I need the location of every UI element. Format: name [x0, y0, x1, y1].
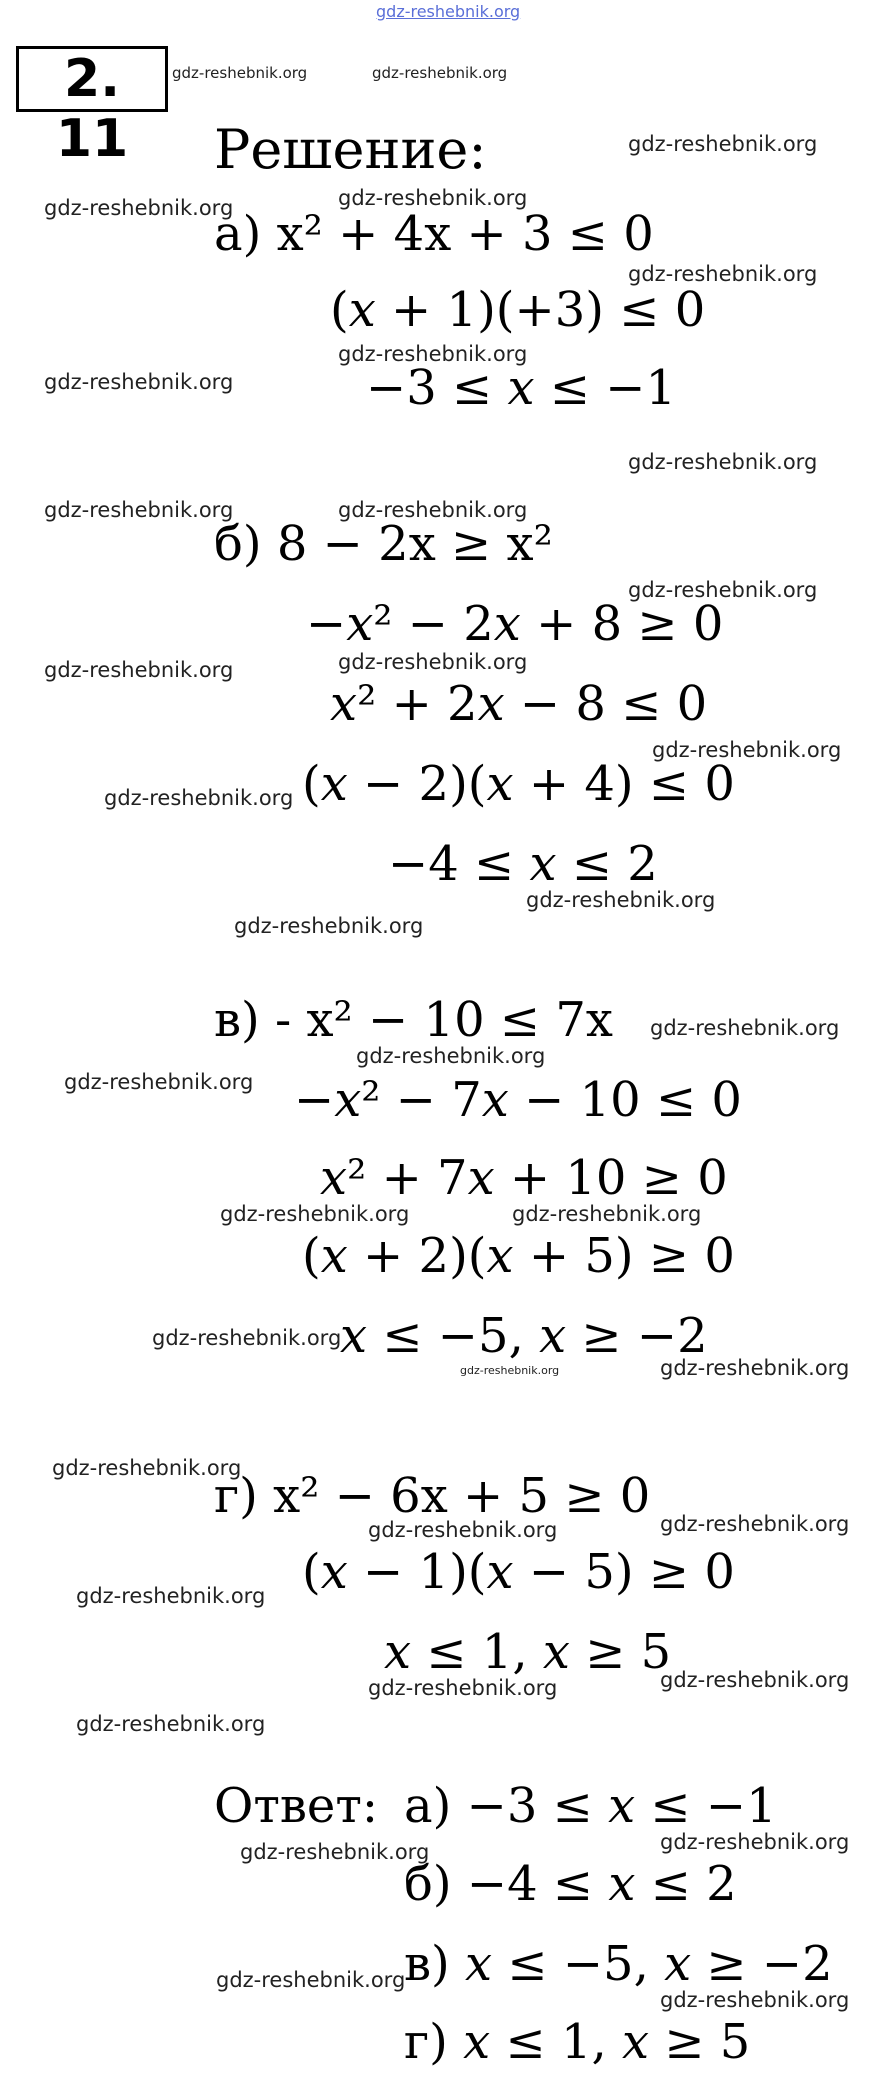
part-b-line-1: б) 8 − 2x ≥ x²: [214, 516, 553, 572]
watermark: gdz-reshebnik.org: [220, 1202, 410, 1226]
watermark: gdz-reshebnik.org: [234, 914, 424, 938]
part-v-line-4: (𝑥 + 2)(𝑥 + 5) ≥ 0: [302, 1228, 735, 1284]
answer-label: Ответ:: [214, 1778, 379, 1834]
watermark-top-link[interactable]: gdz-reshebnik.org: [376, 2, 521, 21]
part-g-line-1: г) x² − 6x + 5 ≥ 0: [214, 1468, 651, 1524]
answer-g: г) 𝑥 ≤ 1, 𝑥 ≥ 5: [404, 2014, 751, 2070]
watermark: gdz-reshebnik.org: [660, 1988, 850, 2012]
watermark: gdz-reshebnik.org: [660, 1830, 850, 1854]
watermark: gdz-reshebnik.org: [660, 1668, 850, 1692]
watermark: gdz-reshebnik.org: [216, 1968, 406, 1992]
watermark: gdz-reshebnik.org: [338, 498, 528, 522]
watermark: gdz-reshebnik.org: [652, 738, 842, 762]
answer-a: а) −3 ≤ 𝑥 ≤ −1: [404, 1778, 777, 1834]
watermark: gdz-reshebnik.org: [526, 888, 716, 912]
watermark: gdz-reshebnik.org: [356, 1044, 546, 1068]
part-b-line-3: 𝑥² + 2𝑥 − 8 ≤ 0: [330, 676, 708, 732]
watermark: gdz-reshebnik.org: [372, 64, 508, 82]
watermark: gdz-reshebnik.org: [44, 498, 234, 522]
watermark: gdz-reshebnik.org: [104, 786, 294, 810]
solution-heading: Решение:: [214, 118, 487, 181]
part-b-line-2: −𝑥² − 2𝑥 + 8 ≥ 0: [306, 596, 724, 652]
watermark: gdz-reshebnik.org: [240, 1840, 430, 1864]
watermark: gdz-reshebnik.org: [660, 1356, 850, 1380]
watermark: gdz-reshebnik.org: [368, 1676, 558, 1700]
part-b-line-5: −4 ≤ 𝑥 ≤ 2: [388, 836, 658, 892]
part-a-line-2: (𝑥 + 1)(+3) ≤ 0: [330, 282, 706, 338]
watermark: gdz-reshebnik.org: [628, 450, 818, 474]
watermark: gdz-reshebnik.org: [152, 1326, 342, 1350]
watermark: gdz-reshebnik.org: [660, 1512, 850, 1536]
part-g-line-2: (𝑥 − 1)(𝑥 − 5) ≥ 0: [302, 1544, 735, 1600]
watermark: gdz-reshebnik.org: [338, 650, 528, 674]
watermark: gdz-reshebnik.org: [76, 1712, 266, 1736]
watermark: gdz-reshebnik.org: [44, 370, 234, 394]
watermark: gdz-reshebnik.org: [338, 342, 528, 366]
watermark: gdz-reshebnik.org: [368, 1518, 558, 1542]
part-a-line-1: а) x² + 4x + 3 ≤ 0: [214, 206, 654, 262]
part-v-line-2: −𝑥² − 7𝑥 − 10 ≤ 0: [294, 1072, 742, 1128]
watermark: gdz-reshebnik.org: [338, 186, 528, 210]
answer-b: б) −4 ≤ 𝑥 ≤ 2: [404, 1856, 737, 1912]
watermark: gdz-reshebnik.org: [76, 1584, 266, 1608]
part-v-line-5: 𝑥 ≤ −5, 𝑥 ≥ −2: [340, 1308, 708, 1364]
watermark: gdz-reshebnik.org: [512, 1202, 702, 1226]
watermark: gdz-reshebnik.org: [64, 1070, 254, 1094]
watermark: gdz-reshebnik.org: [628, 578, 818, 602]
part-v-line-3: 𝑥² + 7𝑥 + 10 ≥ 0: [320, 1150, 728, 1206]
watermark: gdz-reshebnik.org: [44, 196, 234, 220]
answer-v: в) 𝑥 ≤ −5, 𝑥 ≥ −2: [404, 1936, 833, 1992]
watermark: gdz-reshebnik.org: [172, 64, 308, 82]
watermark: gdz-reshebnik.org: [460, 1364, 560, 1377]
part-b-line-4: (𝑥 − 2)(𝑥 + 4) ≤ 0: [302, 756, 735, 812]
watermark: gdz-reshebnik.org: [52, 1456, 242, 1480]
problem-number: 2. 11: [16, 46, 168, 112]
watermark: gdz-reshebnik.org: [628, 262, 818, 286]
watermark: gdz-reshebnik.org: [628, 132, 818, 156]
part-g-line-3: 𝑥 ≤ 1, 𝑥 ≥ 5: [384, 1624, 672, 1680]
part-v-line-1: в) - x² − 10 ≤ 7x: [214, 992, 613, 1048]
watermark: gdz-reshebnik.org: [650, 1016, 840, 1040]
watermark: gdz-reshebnik.org: [44, 658, 234, 682]
part-a-line-3: −3 ≤ 𝑥 ≤ −1: [366, 360, 677, 416]
